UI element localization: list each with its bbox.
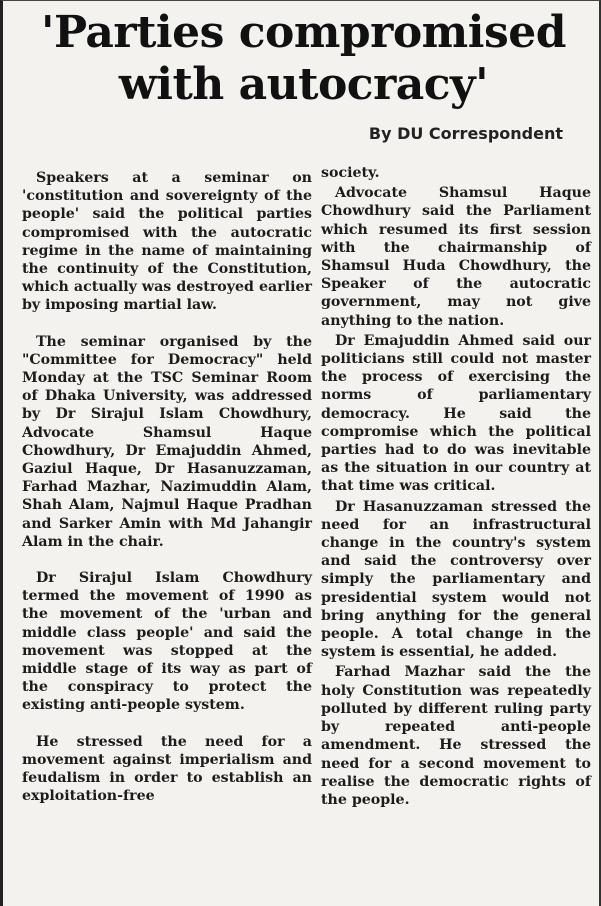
paragraph-continuation: society. (321, 165, 380, 181)
paragraph: Dr Sirajul Islam Chowdhury termed the movement of 1990 as the movement of the 'urban and middle class people' and said the movement was stopped at the middle stage of its way as part of the conspiracy to protect the existing anti-people system. (22, 570, 312, 714)
headline (3, 7, 601, 111)
right-column (321, 164, 591, 809)
paragraph: The seminar organised by the "Committee for Democracy" held Monday at the TSC Seminar Room of Dhaka University, was addressed by Dr Sirajul Islam Chowdhury, Advocate Shamsul Haque Chowdhury, Dr Emajuddin Ahmed, Gaziul Haque, Dr Hasanuzzaman, Farhad Mazhar, Nazimuddin Alam, Shah Alam, Najmul Haque Pradhan and Sarker Amin with Md Jahangir Alam in the chair. (22, 333, 312, 550)
headline-line-1: 'Parties compromised (41, 7, 566, 58)
paragraph: He stressed the need for a movement against imperialism and feudalism in order to establish an exploitation-free (22, 733, 312, 805)
byline: By DU Correspondent (368, 124, 563, 143)
headline-line-2: with autocracy' (118, 59, 489, 110)
paragraph: Speakers at a seminar on 'constitution and sovereignty of the people' said the political parties compromised with the autocratic regime in the name of maintaining the continuity of the Constitution, which actually was destroyed earlier by imposing martial law. (22, 170, 312, 314)
paragraph: Farhad Mazhar said the the holy Constitution was repeatedly polluted by different ruling party by repeated anti-people amendment. He stressed the need for a second movement to realise the democratic rights of the people. (321, 664, 591, 808)
left-column (22, 169, 312, 806)
paragraph: Dr Hasanuzzaman stressed the need for an infrastructural change in the country's system and said the controversy over simply the parliamentary and presidential system would not bring anything for the general people. A total change in the system is essential, he added. (321, 498, 591, 661)
paragraph: Advocate Shamsul Haque Chowdhury said the Parliament which resumed its first session with the chairmanship of Shamsul Huda Chowdhury, the Speaker of the autocratic government, may not give anything to the nation. (321, 185, 591, 329)
paragraph: Dr Emajuddin Ahmed said our politicians still could not master the process of exercising the norms of parliamentary democracy. He said the compromise which the political parties had to do was inevitable as the situation in our country at that time was critical. (321, 332, 591, 495)
